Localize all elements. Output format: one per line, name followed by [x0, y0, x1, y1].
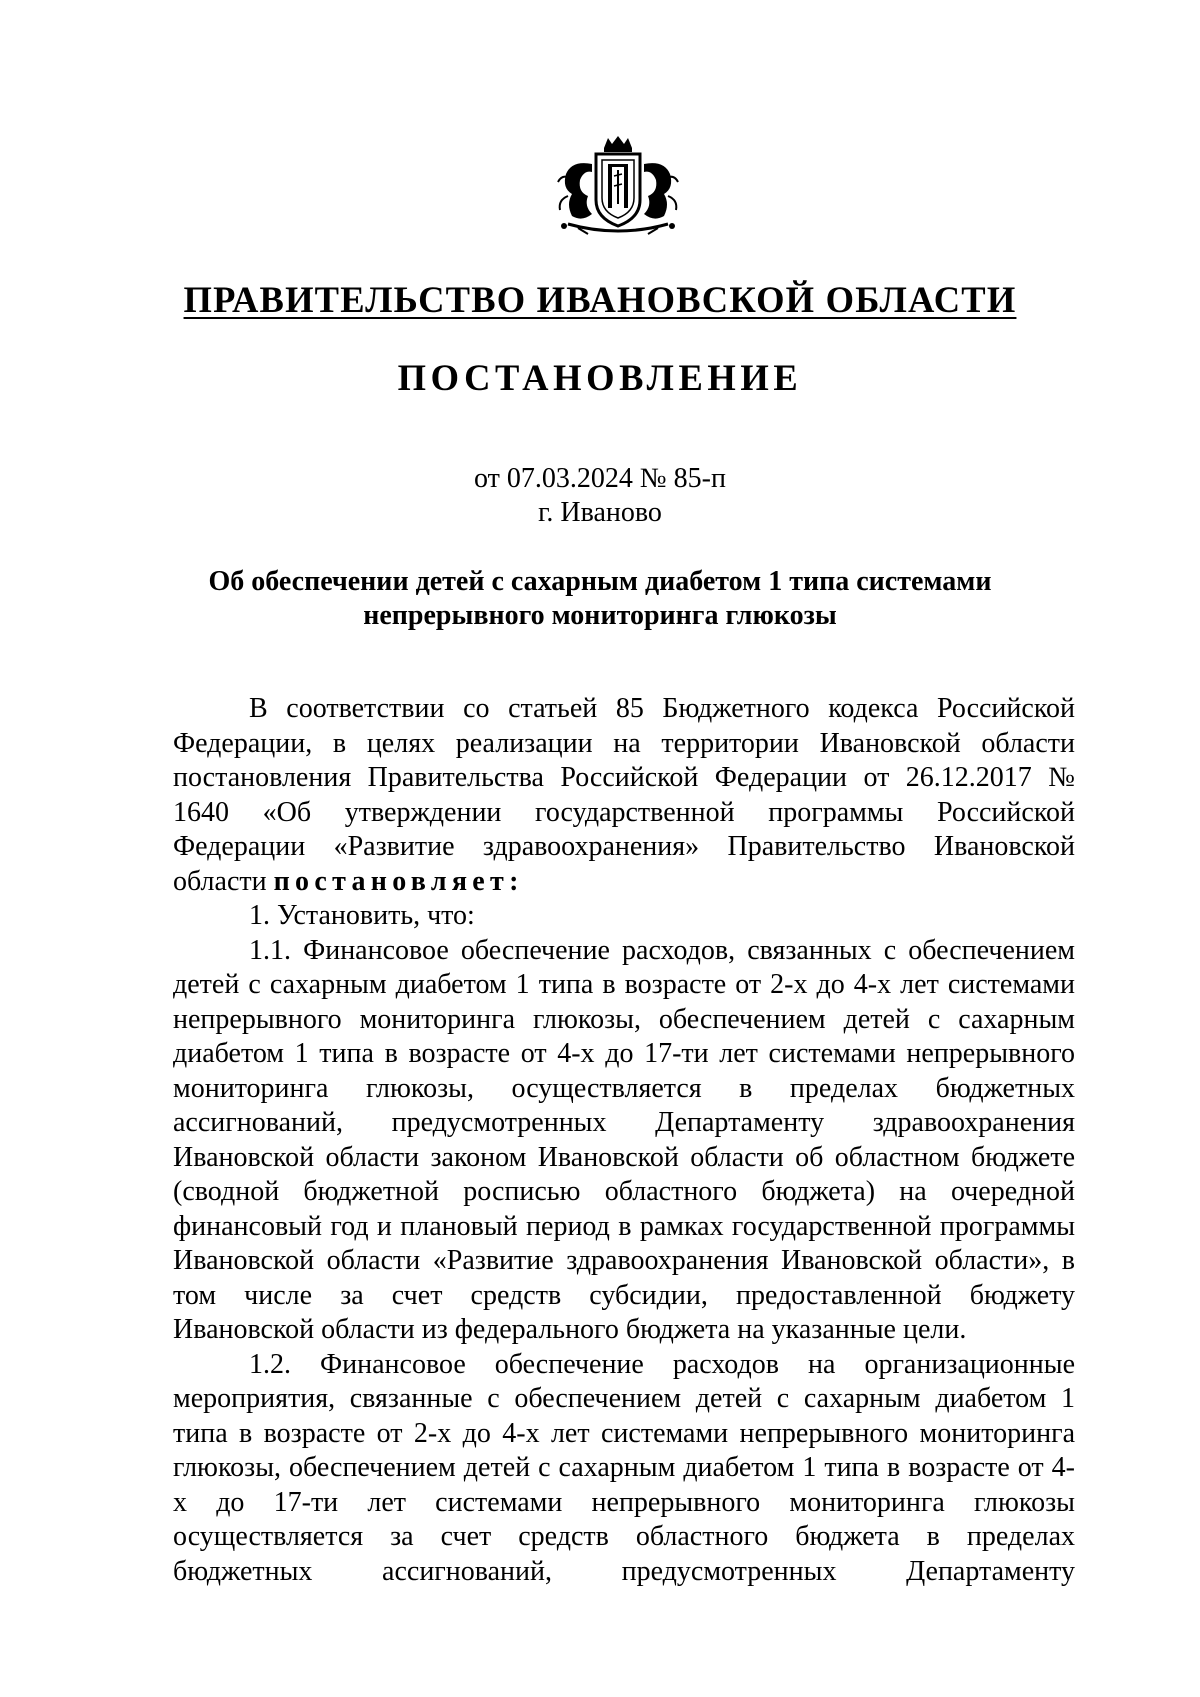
- ivanovo-coat-of-arms-icon: [548, 134, 688, 238]
- item-1-2: 1.2. Финансовое обеспечение расходов на организационные мероприятия, связанные с обеспечением детей с сахарным диабетом 1 типа в возрасте от 2-х до 4-х лет системами непрерывного мониторинга глюкозы, обеспечением детей с сахарным диабетом 1 типа в возрасте от 4-х до 17-ти лет системами непрерывного мониторинга глюкозы осуществляется за счет средств областного бюджета в пределах бюджетных ассигнований, предусмотренных Департаменту: [173, 1348, 1075, 1587]
- preamble-text: В соответствии со статьей 85 Бюджетного кодекса Российской Федерации, в целях реализации на территории Ивановской области постановления Правительства Российской Федерации от 26.12.2017 № 1640 «Об утверждении государственной программы Российской Федерации «Развитие здравоохранения» Правительство Ивановской области: [173, 693, 1075, 897]
- title-line-1: Об обеспечении детей с сахарным диабетом 1 типа системами: [208, 566, 992, 597]
- resolves-word: постановляет:: [273, 865, 524, 897]
- document-city: г. Иваново: [538, 497, 662, 528]
- item-1-1: 1.1. Финансовое обеспечение расходов, связанных с обеспечением детей с сахарным диабетом 1 типа в возрасте от 2-х до 4-х лет системами непрерывного мониторинга глюкозы, обеспечением детей с сахарным диабетом 1 типа в возрасте от 4-х до 17-ти лет системами непрерывного мониторинга глюкозы, осуществляется в пределах бюджетных ассигнований, предусмотренных Департаменту здравоохранения Ивановской области законом Ивановской области об областном бюджете (сводной бюджетной росписью областного бюджета) на очередной финансовый год и плановый период в рамках государственной программы Ивановской области «Развитие здравоохранения Ивановской области», в том числе за счет средств субсидии, предоставленной бюджету Ивановской области из федерального бюджета на указанные цели.: [173, 934, 1075, 1345]
- document-body: [173, 692, 1075, 1589]
- title-line-2: непрерывного мониторинга глюкозы: [363, 600, 837, 631]
- preamble-paragraph: [173, 692, 1075, 899]
- document-title: [0, 565, 1200, 633]
- document-type: ПОСТАНОВЛЕНИЕ: [397, 357, 803, 398]
- item-1: 1. Установить, что:: [249, 900, 475, 931]
- document-date-number: от 07.03.2024 № 85-п: [474, 463, 726, 494]
- organization-name: ПРАВИТЕЛЬСТВО ИВАНОВСКОЙ ОБЛАСТИ: [183, 279, 1017, 320]
